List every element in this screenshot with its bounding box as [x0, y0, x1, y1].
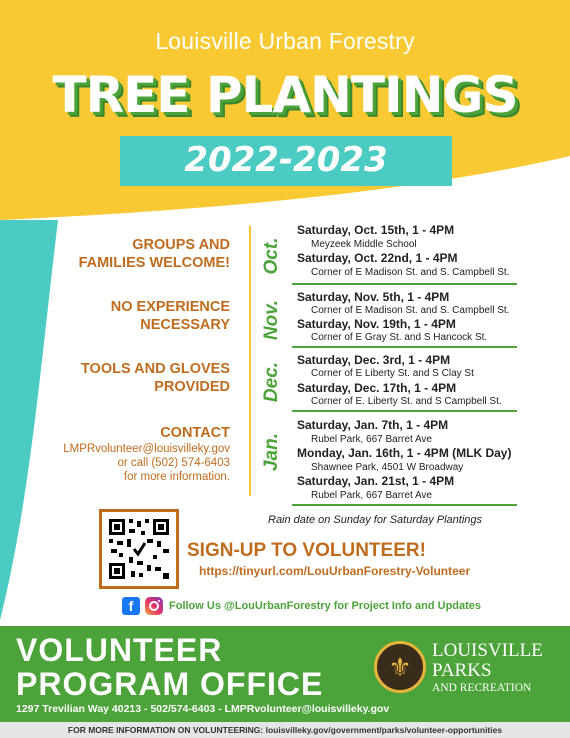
signup-url-link[interactable]: https://tinyurl.com/LouUrbanForestry-Volunteer [199, 564, 471, 578]
contact-phone: or call (502) 574-6403 [117, 457, 230, 469]
more-info-text: FOR MORE INFORMATION ON VOLUNTEERING: louisvilleky.gov/government/parks/volunteer-opportunities [67, 725, 503, 735]
teal-side-band [0, 220, 60, 620]
contact-email-link[interactable]: LMPRvolunteer@louisvilleky.gov [63, 443, 230, 455]
event-date: Saturday, Dec. 3rd, 1 - 4PM [297, 353, 451, 367]
heading-line: FAMILIES WELCOME! [78, 255, 230, 271]
event-date: Saturday, Oct. 15th, 1 - 4PM [297, 223, 455, 237]
no-experience-heading [111, 298, 230, 334]
event-location: Rubel Park, 667 Barret Ave [311, 490, 432, 501]
month-separator [292, 346, 517, 348]
event-location: Corner of E Madison St. and S. Campbell St. [311, 267, 510, 278]
month-text: Nov. [261, 299, 282, 341]
event-location: Shawnee Park, 4501 W Broadway [311, 462, 464, 473]
heading-line: TOOLS AND GLOVES [80, 361, 230, 377]
heading-line: PROVIDED [154, 379, 230, 395]
event-date: Saturday, Dec. 17th, 1 - 4PM [297, 381, 457, 395]
fleur-de-lis-icon: ⚜ [388, 652, 412, 682]
event-date: Saturday, Nov. 19th, 1 - 4PM [297, 317, 456, 331]
office-title-line2: PROGRAM OFFICE [16, 666, 324, 702]
month-separator [292, 504, 517, 506]
month-label-dec [257, 352, 287, 412]
event-date: Saturday, Jan. 7th, 1 - 4PM [297, 418, 449, 432]
years-text: 2022-2023 [184, 140, 388, 180]
instagram-icon[interactable] [145, 597, 163, 615]
event-location: Rubel Park, 667 Barret Ave [311, 434, 432, 445]
event-location: Corner of E Gray St. and S Hancock St. [311, 332, 488, 343]
month-separator [292, 410, 517, 412]
office-contact-line: 1297 Trevilian Way 40213 - 502/574-6403 - LMPRvolunteer@louisvilleky.gov [16, 703, 390, 715]
heading-line: GROUPS AND [132, 237, 230, 253]
month-separator [292, 283, 517, 285]
contact-more-info: for more information. [123, 471, 230, 483]
heading-line: NO EXPERIENCE [110, 299, 230, 315]
event-date: Monday, Jan. 16th, 1 - 4PM (MLK Day) [297, 446, 512, 460]
facebook-icon[interactable]: f [122, 597, 140, 615]
event-date: Saturday, Nov. 5th, 1 - 4PM [297, 290, 450, 304]
qr-code-icon[interactable] [99, 509, 179, 589]
office-title-line1: VOLUNTEER [16, 632, 223, 668]
qr-code-graphic [107, 517, 171, 581]
heading-line: NECESSARY [140, 317, 230, 333]
month-text: Dec. [261, 361, 282, 403]
rain-date-note: Rain date on Sunday for Saturday Plantings [268, 514, 483, 526]
event-date: Saturday, Oct. 22nd, 1 - 4PM [297, 251, 458, 265]
event-date: Saturday, Jan. 21st, 1 - 4PM [297, 474, 455, 488]
signup-heading: SIGN-UP TO VOLUNTEER! [187, 540, 426, 561]
month-label-oct [257, 226, 287, 286]
event-location: Corner of E Madison St. and S. Campbell St. [311, 305, 510, 316]
event-location: Meyzeek Middle School [311, 239, 417, 250]
tools-gloves-heading [81, 360, 230, 396]
contact-heading: CONTACT [160, 425, 230, 441]
column-divider [249, 226, 251, 496]
month-text: Jan. [261, 432, 282, 472]
month-label-nov [257, 290, 287, 350]
event-location: Corner of E Liberty St. and S Clay St [311, 368, 474, 379]
years-banner [120, 136, 452, 186]
groups-families-heading [79, 236, 230, 272]
month-text: Oct. [261, 237, 282, 275]
brand-line1: LOUISVILLE [432, 640, 543, 661]
louisville-seal-icon [374, 641, 426, 693]
brand-line3: AND RECREATION [432, 682, 532, 694]
month-label-jan [257, 422, 287, 482]
social-follow-text: Follow Us @LouUrbanForestry for Project Info and Updates [169, 600, 482, 612]
event-location: Corner of E. Liberty St. and S Campbell St. [311, 396, 502, 407]
organization-name: Louisville Urban Forestry [155, 28, 415, 54]
brand-line2: PARKS [432, 660, 492, 681]
page-title: TREE PLANTINGS [52, 66, 518, 124]
